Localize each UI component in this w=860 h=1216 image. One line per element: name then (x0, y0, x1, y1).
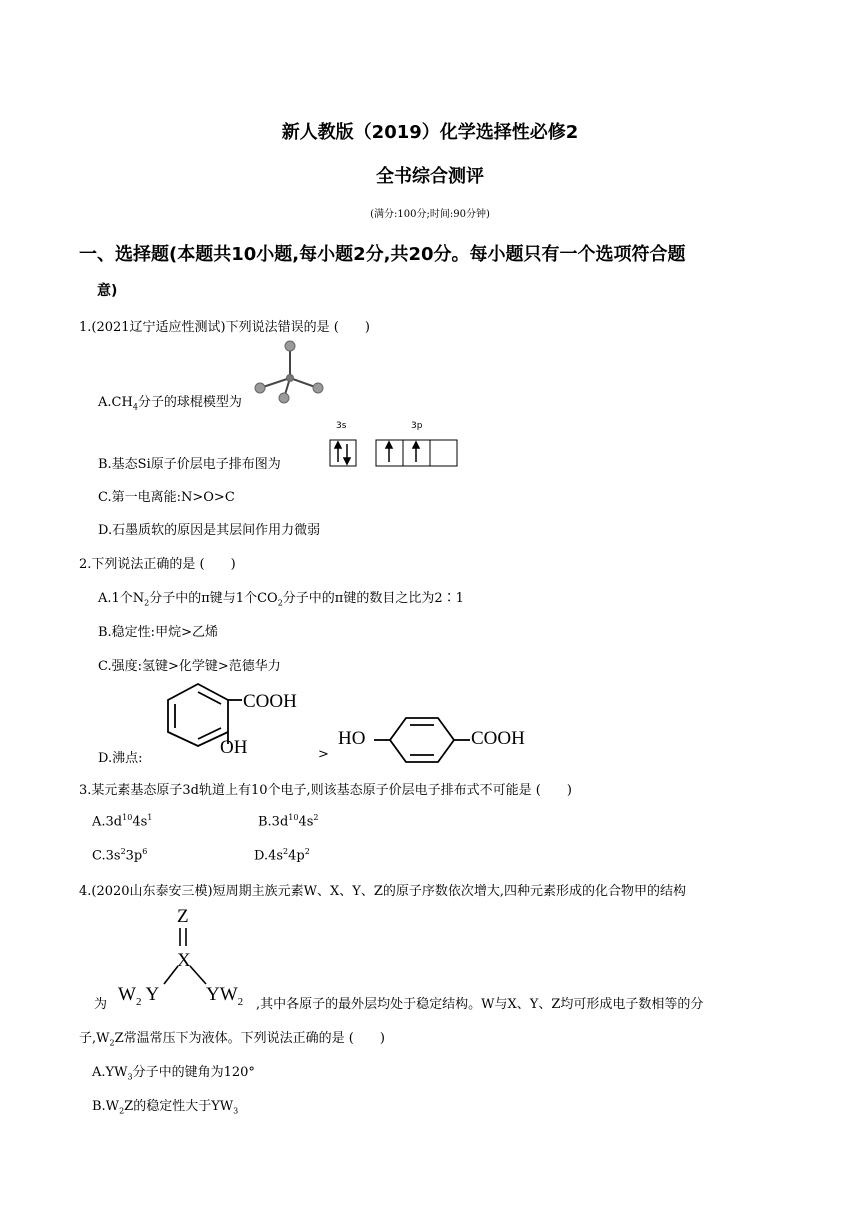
q3-d-2: 2 (283, 847, 289, 856)
q4-b-sub2: 3 (233, 1106, 239, 1116)
q3-option-d (254, 847, 310, 863)
q4-stem: 4.(2020山东泰安三模)短周期主族元素W、X、Y、Z的原子序数依次增大,四种元素形成的化合物甲的结构 (79, 884, 686, 899)
q1-option-b: B.基态Si原子价层电子排布图为 (98, 457, 281, 472)
struct-yw2 (206, 984, 243, 1008)
q3-a-2: 10 (122, 813, 133, 822)
q1-stem: 1.(2021辽宁适应性测试)下列说法错误的是 ( ) (79, 320, 370, 335)
q1-option-a (98, 391, 242, 412)
q2-a-sub1: 2 (144, 598, 150, 608)
q2-option-d: D.沸点: (98, 751, 143, 766)
q2-a-part2: 分子中的π键与1个CO (149, 591, 278, 606)
struct-y: Y (145, 984, 160, 1005)
q4-line2-a: 子,W (79, 1031, 110, 1046)
q3-b-2: 10 (288, 813, 299, 822)
q3-c-2: 2 (120, 847, 126, 856)
q4-b-1: B.W (92, 1099, 120, 1114)
si-orbital-diagram (326, 438, 462, 470)
q4-a-sub: 3 (127, 1072, 133, 1082)
q1-option-c: C.第一电离能:N>O>C (98, 490, 235, 505)
struct-yw-sub: 2 (237, 995, 244, 1008)
struct-w-sub: 2 (135, 995, 142, 1008)
document-title: 新人教版（2019）化学选择性必修2 (281, 122, 579, 143)
document-subtitle: 全书综合测评 (376, 166, 484, 187)
para-cooh: COOH (471, 728, 525, 749)
q3-option-a (92, 813, 152, 829)
q3-d-1: D.4s (254, 848, 284, 864)
struct-z: Z (177, 906, 189, 927)
q1-option-d: D.石墨质软的原因是其层间作用力微弱 (98, 523, 321, 538)
salicylic-cooh: COOH (243, 691, 297, 712)
section-heading: 一、选择题(本题共10小题,每小题2分,共20分。每小题只有一个选项符合题 (79, 244, 686, 265)
q3-d-3: 4p (288, 848, 305, 864)
q3-option-c (92, 847, 147, 863)
q4-after-structure: ,其中各原子的最外层均处于稳定结构。W与X、Y、Z均可形成电子数相等的分 (256, 997, 704, 1012)
q3-stem: 3.某元素基态原子3d轨道上有10个电子,则该基态原子价层电子排布式不可能是 ( ) (79, 783, 572, 798)
q3-c-4: 6 (142, 847, 148, 856)
q3-b-3: 4s (298, 814, 314, 830)
q4-line2-sub: 2 (109, 1038, 115, 1048)
greater-than-sign: > (318, 747, 329, 762)
q3-a-1: A.3d (92, 814, 123, 830)
q4-a-2: 分子中的键角为120° (132, 1065, 255, 1080)
q2-stem: 2.下列说法正确的是 ( ) (79, 557, 236, 572)
q4-a-1: A.YW (92, 1065, 128, 1080)
para-hydroxybenzoic-ring (374, 712, 474, 768)
q2-option-c: C.强度:氢键>化学键>范德华力 (98, 659, 281, 674)
q2-option-b: B.稳定性:甲烷>乙烯 (98, 625, 218, 640)
q3-b-1: B.3d (258, 814, 289, 830)
struct-yw: YW (206, 984, 238, 1005)
struct-w2y (118, 984, 159, 1008)
q3-a-4: 1 (147, 813, 153, 822)
ch4-ball-stick-model (248, 336, 333, 406)
q4-line2-b: Z常温常压下为液体。下列说法正确的是 ( ) (114, 1031, 385, 1046)
q3-a-3: 4s (132, 814, 148, 830)
q2-a-part1: A.1个N (98, 591, 145, 606)
q2-a-sub2: 2 (277, 598, 283, 608)
section-heading-cont: 意) (97, 283, 118, 299)
salicylic-oh: OH (220, 737, 248, 758)
q3-option-b (258, 813, 319, 829)
struct-x: X (177, 950, 191, 971)
q4-line2 (79, 1027, 385, 1048)
q1-a-sub: 4 (132, 402, 138, 412)
score-time-note: (满分:100分;时间:90分钟) (370, 209, 490, 220)
q4-option-b (92, 1095, 238, 1116)
q2-a-part3: 分子中的π键的数目之比为2∶1 (282, 591, 464, 606)
q4-wei: 为 (94, 997, 108, 1012)
q3-d-4: 2 (304, 847, 310, 856)
label-3p: 3p (411, 421, 423, 431)
q3-b-4: 2 (313, 813, 319, 822)
q4-b-2: Z的稳定性大于YW (124, 1099, 234, 1114)
label-3s: 3s (336, 421, 347, 431)
struct-w: W (118, 984, 136, 1005)
q4-option-a (92, 1061, 255, 1082)
q3-c-1: C.3s (92, 848, 121, 864)
q4-b-sub1: 2 (119, 1106, 125, 1116)
q1-a-prefix: A.CH (98, 395, 133, 410)
q3-c-3: 3p (125, 848, 143, 864)
para-ho: HO (338, 728, 366, 749)
q2-option-a (98, 587, 464, 608)
q1-a-post: 分子的球棍模型为 (137, 395, 242, 410)
